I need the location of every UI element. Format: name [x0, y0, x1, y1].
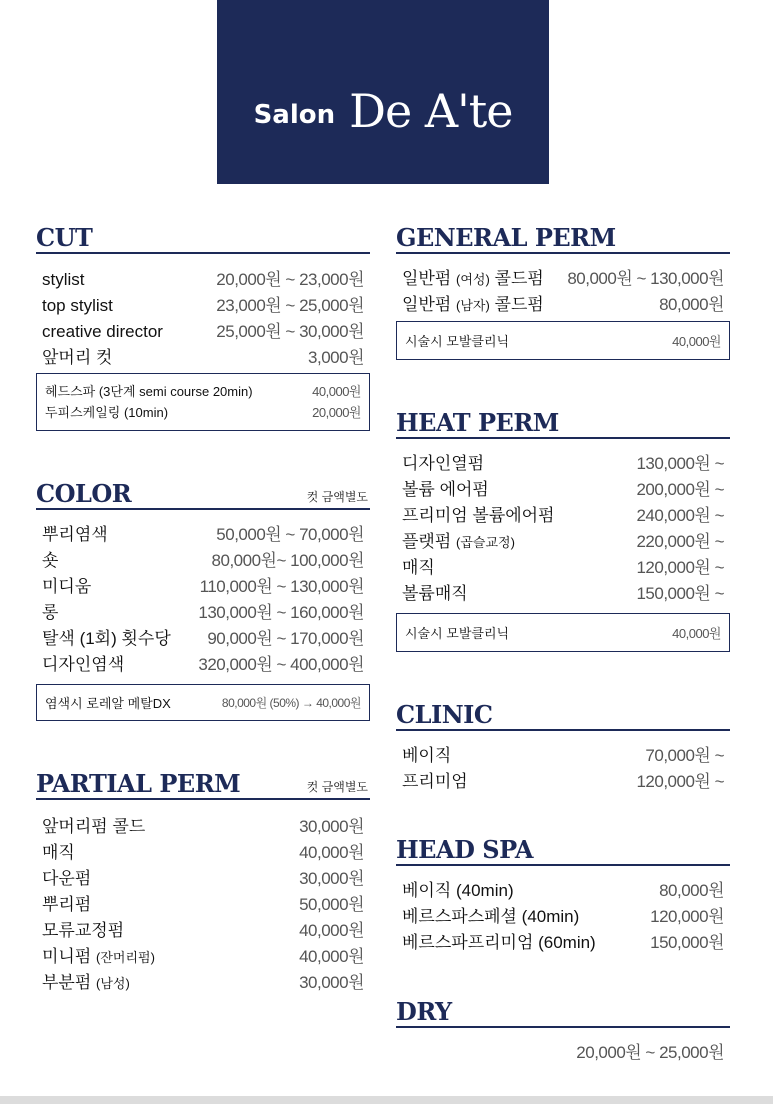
list-item: 모류교정펌 40,000원 — [42, 921, 364, 940]
list-item: 베르스파스페셜 (40min) 120,000원 — [402, 907, 724, 926]
list-item: 두피스케일링 (10min) 20,000원 — [45, 405, 361, 420]
salon-logo — [217, 0, 549, 184]
cut-section — [36, 222, 370, 369]
list-item: 볼륨매직 150,000원 ~ — [402, 584, 724, 603]
list-item: 디자인열펌 130,000원 ~ — [402, 454, 724, 473]
list-item: 매직 40,000원 — [42, 843, 364, 862]
partial-perm-note: 컷 금액별도 — [306, 780, 368, 794]
color-title: COLOR — [36, 479, 132, 508]
color-note: 컷 금액별도 — [306, 490, 368, 504]
heat-perm-title: HEAT PERM — [396, 408, 559, 437]
list-item: 앞머리 컷 3,000원 — [42, 348, 364, 367]
list-item: 프리미엄 120,000원 ~ — [402, 772, 724, 791]
list-item: 헤드스파 (3단계 semi course 20min) 40,000원 — [45, 384, 361, 399]
list-item: 염색시 로레알 메탈DX 80,000원 (50%) → 40,000원 — [45, 696, 361, 711]
list-item: 앞머리펌 콜드 30,000원 — [42, 817, 364, 836]
general-perm-title: GENERAL PERM — [396, 223, 616, 252]
logo-salon-text: Salon — [253, 100, 336, 130]
list-item: stylist 20,000원 ~ 23,000원 — [42, 270, 364, 289]
color-addon-box — [36, 684, 370, 721]
list-item: 다운펌 30,000원 — [42, 869, 364, 888]
general-perm-addon-box — [396, 321, 730, 360]
head-spa-title: HEAD SPA — [396, 835, 534, 864]
list-item: 뿌리염색 50,000원 ~ 70,000원 — [42, 525, 364, 544]
heat-perm-addon-box — [396, 613, 730, 652]
partial-perm-section — [36, 768, 370, 994]
dry-title: DRY — [396, 997, 452, 1026]
list-item: 미디움 110,000원 ~ 130,000원 — [42, 577, 364, 596]
list-item: top stylist 23,000원 ~ 25,000원 — [42, 296, 364, 315]
list-item: 볼륨 에어펌 200,000원 ~ — [402, 480, 724, 499]
bottom-divider — [0, 1096, 773, 1104]
list-item: creative director 25,000원 ~ 30,000원 — [42, 322, 364, 341]
cut-addon-box — [36, 373, 370, 431]
list-item: 20,000원 ~ 25,000원 — [576, 1043, 724, 1062]
list-item: 디자인염색 320,000원 ~ 400,000원 — [42, 655, 364, 674]
dry-section — [396, 996, 730, 1064]
list-item: 미니펌 (잔머리펌) 40,000원 — [42, 947, 364, 966]
list-item: 일반펌 (남자) 콜드펌 80,000원 — [402, 295, 724, 314]
list-item: 매직 120,000원 ~ — [402, 558, 724, 577]
clinic-section — [396, 699, 730, 793]
heat-perm-section — [396, 407, 730, 605]
list-item: 베이직 70,000원 ~ — [402, 746, 724, 765]
list-item: 부분펌 (남성) 30,000원 — [42, 973, 364, 992]
list-item: 시술시 모발클리닉 40,000원 — [405, 334, 721, 349]
list-item: 롱 130,000원 ~ 160,000원 — [42, 603, 364, 622]
list-item: 일반펌 (여성) 콜드펌 80,000원 ~ 130,000원 — [402, 269, 724, 288]
clinic-title: CLINIC — [396, 700, 493, 729]
color-section — [36, 478, 370, 676]
partial-perm-title: PARTIAL PERM — [36, 769, 241, 798]
list-item: 탈색 (1회) 횟수당 90,000원 ~ 170,000원 — [42, 629, 364, 648]
list-item: 뿌리펌 50,000원 — [42, 895, 364, 914]
logo-brand-text: De A'te — [349, 84, 513, 138]
list-item: 숏 80,000원~ 100,000원 — [42, 551, 364, 570]
list-item: 베르스파프리미엄 (60min) 150,000원 — [402, 933, 724, 952]
list-item: 프리미엄 볼륨에어펌 240,000원 ~ — [402, 506, 724, 525]
list-item: 플랫펌 (곱슬교정) 220,000원 ~ — [402, 532, 724, 551]
list-item: 시술시 모발클리닉 40,000원 — [405, 626, 721, 641]
cut-title: CUT — [36, 223, 93, 252]
list-item: 베이직 (40min) 80,000원 — [402, 881, 724, 900]
head-spa-section — [396, 834, 730, 954]
general-perm-section — [396, 222, 730, 316]
